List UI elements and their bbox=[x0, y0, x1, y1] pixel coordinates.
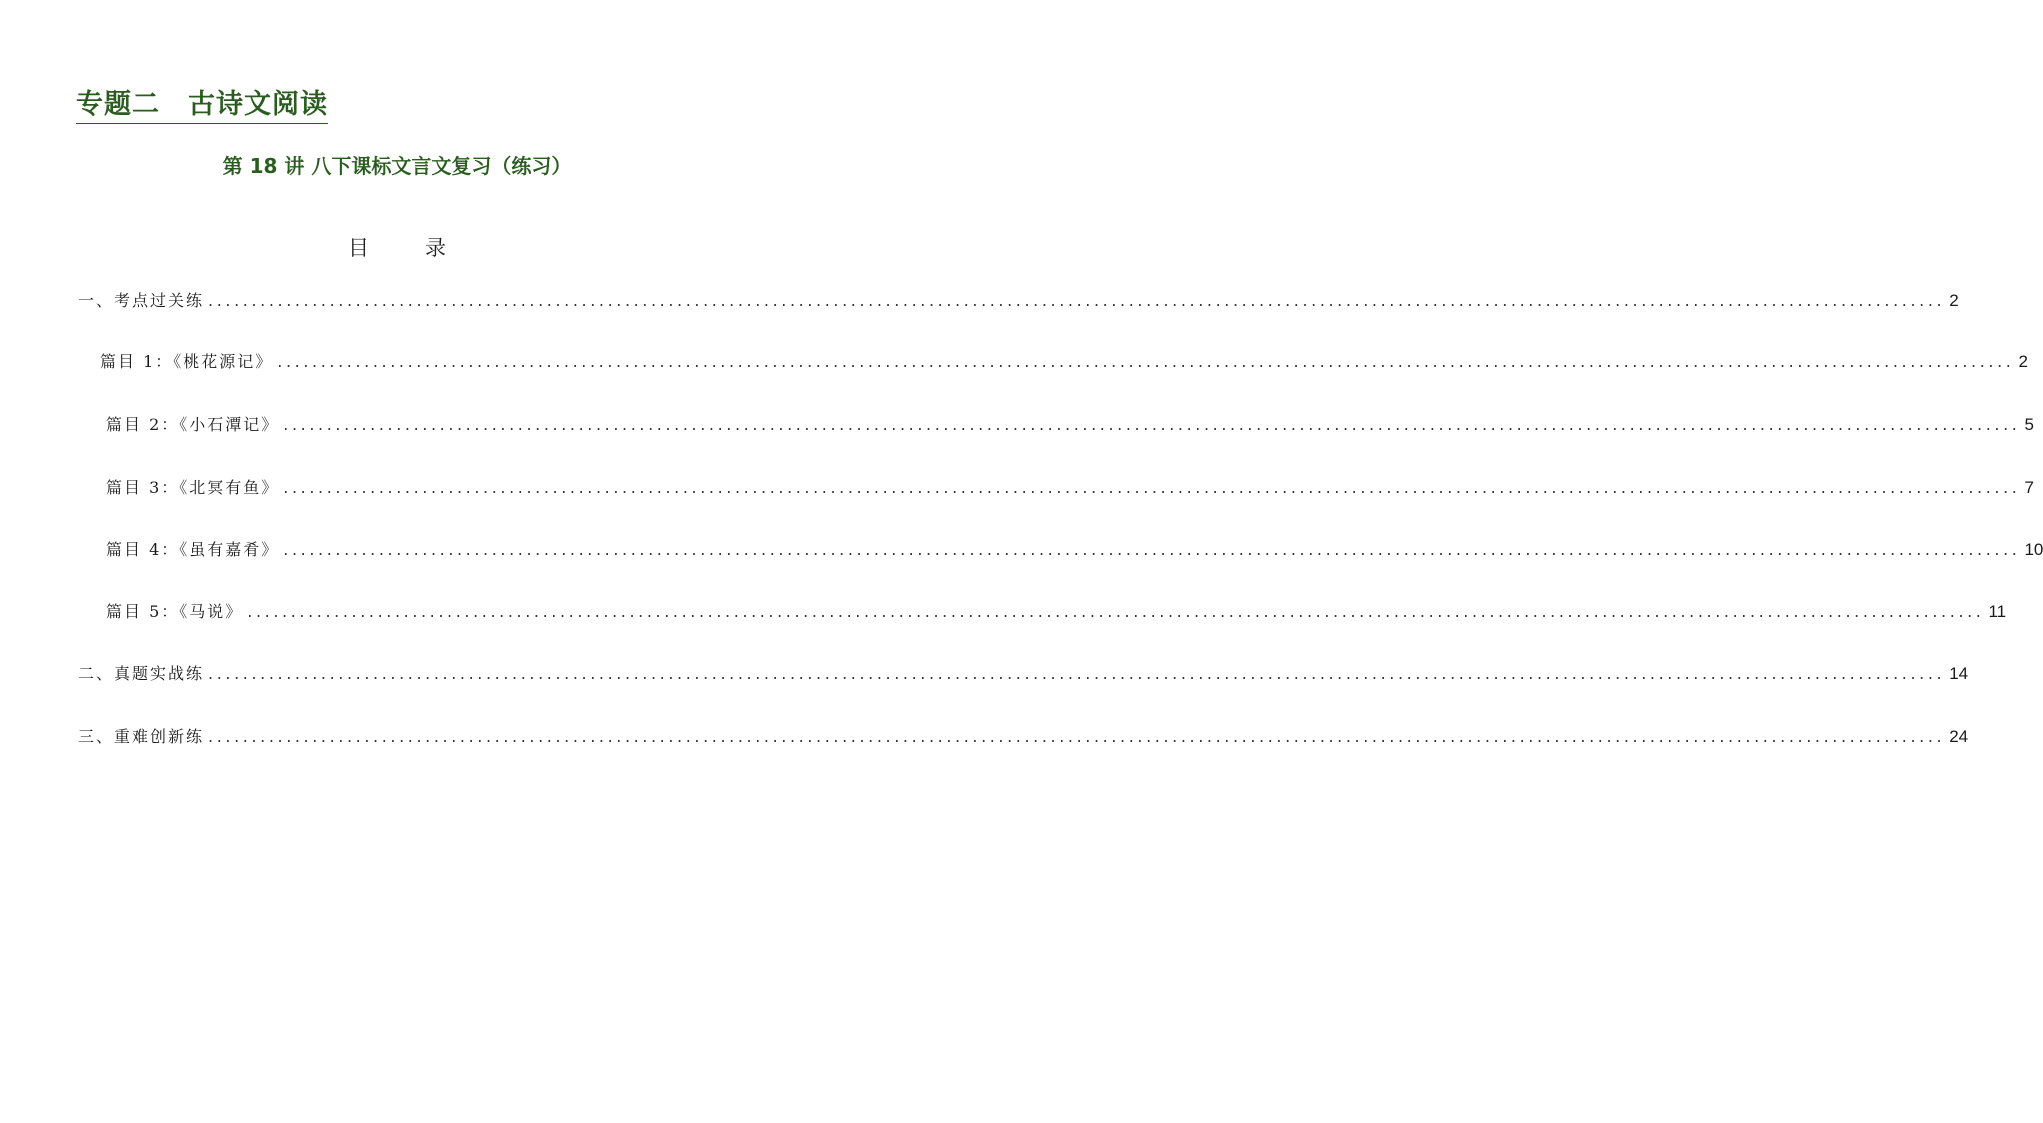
toc-entry-page: 5 bbox=[2024, 415, 2034, 434]
toc-entry-label: 二、真题实战练 bbox=[78, 664, 205, 683]
topic-title: 专题二 古诗文阅读 bbox=[76, 82, 328, 124]
toc-entry-page: 14 bbox=[1949, 664, 1969, 683]
toc-entry-page: 11 bbox=[1988, 602, 2007, 621]
toc-entry[interactable] bbox=[106, 413, 2034, 437]
toc-leader-dots: ........................................................................................................................................................................................................ bbox=[208, 664, 1946, 683]
toc-entry-page: 7 bbox=[2024, 478, 2034, 497]
toc-entry-label: 篇目 4：《虽有嘉肴》 bbox=[106, 540, 280, 559]
toc-entry-page: 10 bbox=[2024, 540, 2043, 559]
toc-entry-label: 篇目 2：《小石潭记》 bbox=[106, 415, 280, 434]
toc-heading-char-2: 录 bbox=[425, 236, 446, 260]
toc-entry[interactable] bbox=[78, 725, 1969, 749]
lecture-title: 第 18 讲 八下课标文言文复习（练习） bbox=[222, 154, 572, 178]
toc-leader-dots: ........................................................................................................................................................................................................ bbox=[283, 478, 2021, 497]
toc-leader-dots: ........................................................................................................................................................................................................ bbox=[208, 291, 1946, 310]
toc-entry[interactable] bbox=[100, 350, 2028, 374]
toc-entry-label: 三、重难创新练 bbox=[78, 727, 205, 746]
toc-entry-label: 篇目 5：《马说》 bbox=[106, 602, 244, 621]
toc-entry[interactable] bbox=[106, 600, 2007, 624]
toc-leader-dots: ........................................................................................................................................................................................................ bbox=[283, 415, 2021, 434]
toc-heading-char-1: 目 bbox=[348, 236, 369, 260]
toc-entry[interactable] bbox=[78, 662, 1969, 686]
toc-entry-page: 24 bbox=[1949, 727, 1969, 746]
toc-entry[interactable] bbox=[106, 538, 2043, 562]
toc-entry-label: 篇目 3：《北冥有鱼》 bbox=[106, 478, 280, 497]
toc-leader-dots: ........................................................................................................................................................................................................ bbox=[277, 352, 2015, 371]
toc-entry-page: 2 bbox=[1949, 291, 1959, 310]
toc-entry[interactable] bbox=[106, 476, 2034, 500]
toc-leader-dots: ........................................................................................................................................................................................................ bbox=[283, 540, 2021, 559]
toc-entry-label: 篇目 1：《桃花源记》 bbox=[100, 352, 274, 371]
toc-leader-dots: ........................................................................................................................................................................................................ bbox=[247, 602, 1985, 621]
toc-entry[interactable] bbox=[78, 289, 1959, 313]
toc-entry-label: 一、考点过关练 bbox=[78, 291, 205, 310]
toc-leader-dots: ........................................................................................................................................................................................................ bbox=[208, 727, 1946, 746]
toc-entry-page: 2 bbox=[2018, 352, 2028, 371]
